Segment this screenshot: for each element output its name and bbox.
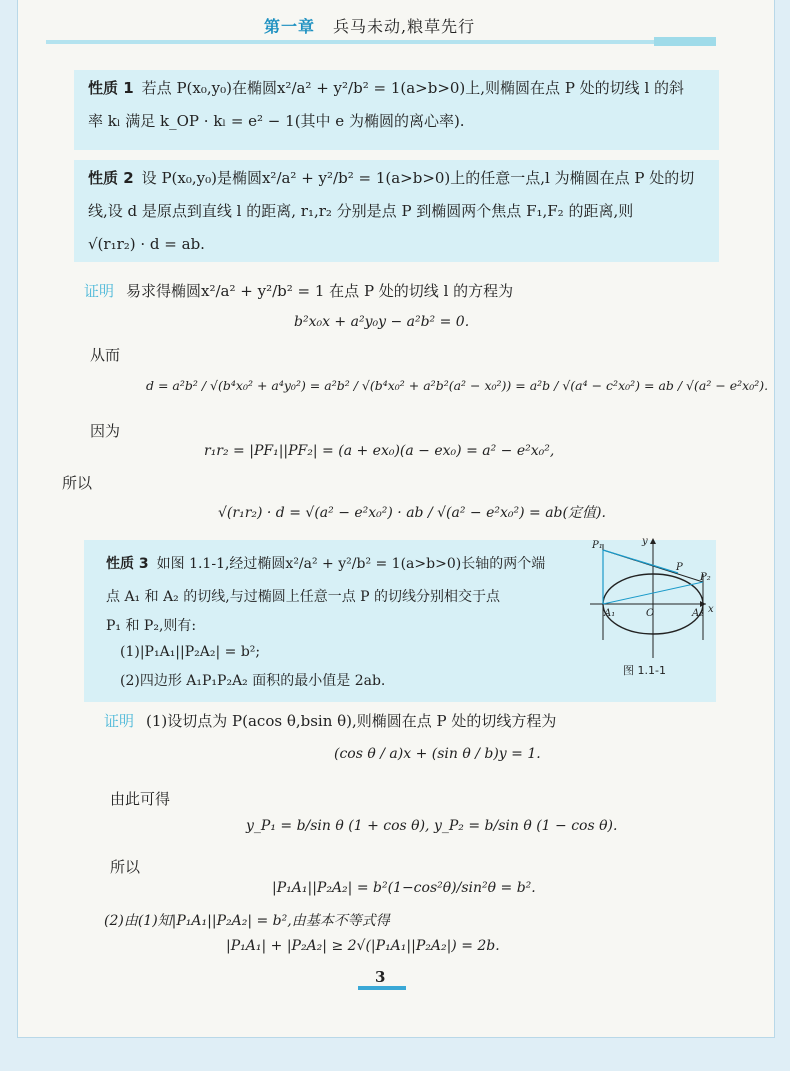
proof-2-equation-2: y_P₁ = b/sin θ (1 + cos θ), y_P₂ = b/sin θ (1 − cos θ).	[246, 818, 618, 834]
proof-1-equation-2: d = a²b² / √(b⁴x₀² + a⁴y₀²) = a²b² / √(b⁴x₀² + a²b²(a² − x₀²)) = a²b / √(a⁴ − c²x₀²) = ab / √(a² − e²x₀²).	[146, 378, 769, 393]
figure-caption: 图 1.1-1	[623, 664, 666, 677]
proof-1-text: 易求得椭圆x²/a² + y²/b² = 1 在点 P 处的切线 l 的方程为	[126, 282, 514, 300]
proof-1-equation-3: r₁r₂ = |PF₁||PF₂| = (a + ex₀)(a − ex₀) = a² − e²x₀²,	[204, 443, 555, 459]
figure-label-a2: A₂	[692, 608, 704, 619]
property-3-text-1: 如图 1.1-1,经过椭圆x²/a² + y²/b² = 1(a>b>0)长轴的两个端	[156, 556, 546, 572]
figure-label-p1: P₁	[592, 540, 603, 551]
property-2-text-3: √(r₁r₂) · d = ab.	[88, 235, 205, 253]
figure-label-y: y	[642, 536, 648, 547]
chapter-number: 第一章	[264, 17, 316, 36]
figure-label-o: O	[646, 608, 655, 619]
property-2-line-1	[88, 162, 709, 195]
property-3-text-3: P₁ 和 P₂,则有:	[106, 618, 197, 634]
figure-label-p: P	[676, 562, 683, 573]
page-number: 3	[375, 968, 386, 986]
property-3-text-2: 点 A₁ 和 A₂ 的切线,与过椭圆上任意一点 P 的切线分别相交于点	[106, 589, 501, 605]
proof-1-equation-4: √(r₁r₂) · d = √(a² − e²x₀²) · ab / √(a² − e²x₀²) = ab(定值).	[218, 505, 606, 521]
property-2-label: 性质 2	[88, 169, 134, 187]
proof-1-label: 证明	[84, 282, 115, 300]
proof-1-congmian: 从而	[90, 346, 121, 364]
figure-label-a1: A₁	[604, 608, 616, 619]
property-2-text-1: 设 P(x₀,y₀)是椭圆x²/a² + y²/b² = 1(a>b>0)上的任意一点,l 为椭圆在点 P 处的切	[141, 169, 695, 187]
figure-y-arrow	[650, 538, 656, 544]
book-page	[17, 0, 775, 1038]
header-rule	[46, 40, 666, 44]
property-1-label: 性质 1	[88, 79, 134, 97]
property-1-box	[74, 70, 719, 150]
proof-2-intro	[104, 710, 556, 731]
property-3-item-2: (2)四边形 A₁P₁P₂A₂ 面积的最小值是 2ab.	[120, 673, 386, 689]
ellipse-tangent-figure	[578, 530, 718, 660]
header-rule-accent	[654, 37, 716, 46]
proof-1-suoyi: 所以	[62, 474, 93, 492]
figure-label-p2: P₂	[700, 572, 711, 583]
proof-2-text-2: (2)由(1)知|P₁A₁||P₂A₂| = b²,由基本不等式得	[104, 913, 390, 929]
proof-2-suoyi: 所以	[110, 858, 141, 876]
property-2-text-2: 线,设 d 是原点到直线 l 的距离, r₁,r₂ 分别是点 P 到椭圆两个焦点 F₁,F₂ 的距离,则	[88, 202, 634, 220]
property-2-box	[74, 160, 719, 262]
figure-tangent-segment	[603, 550, 678, 573]
figure-label-x: x	[708, 604, 714, 615]
proof-2-equation-1: (cos θ / a)x + (sin θ / b)y = 1.	[334, 746, 541, 762]
proof-2-text: (1)设切点为 P(acos θ,bsin θ),则椭圆在点 P 处的切线方程为	[146, 712, 557, 730]
chapter-title: 兵马未动,粮草先行	[333, 17, 476, 36]
property-1-text-1: 若点 P(x₀,y₀)在椭圆x²/a² + y²/b² = 1(a>b>0)上,则椭圆在点 P 处的切线 l 的斜	[141, 79, 685, 97]
proof-1-equation-1: b²x₀x + a²y₀y − a²b² = 0.	[294, 314, 470, 330]
proof-1-intro	[84, 280, 513, 301]
proof-2-youci: 由此可得	[110, 790, 171, 808]
page-number-bar	[358, 986, 406, 990]
property-3-item-1: (1)|P₁A₁||P₂A₂| = b²;	[120, 644, 261, 660]
proof-2-equation-3: |P₁A₁||P₂A₂| = b²(1−cos²θ)/sin²θ = b².	[272, 880, 536, 896]
property-1-line-1	[88, 72, 709, 105]
proof-1-yinwei: 因为	[90, 422, 121, 440]
proof-2-label: 证明	[104, 712, 135, 730]
chapter-header	[264, 14, 475, 37]
proof-2-equation-4: |P₁A₁| + |P₂A₂| ≥ 2√(|P₁A₁||P₂A₂|) = 2b.	[226, 938, 500, 954]
property-1-text-2: 率 kₗ 满足 k_OP · kₗ = e² − 1(其中 e 为椭圆的离心率).	[88, 112, 465, 130]
property-3-label: 性质 3	[106, 556, 149, 572]
